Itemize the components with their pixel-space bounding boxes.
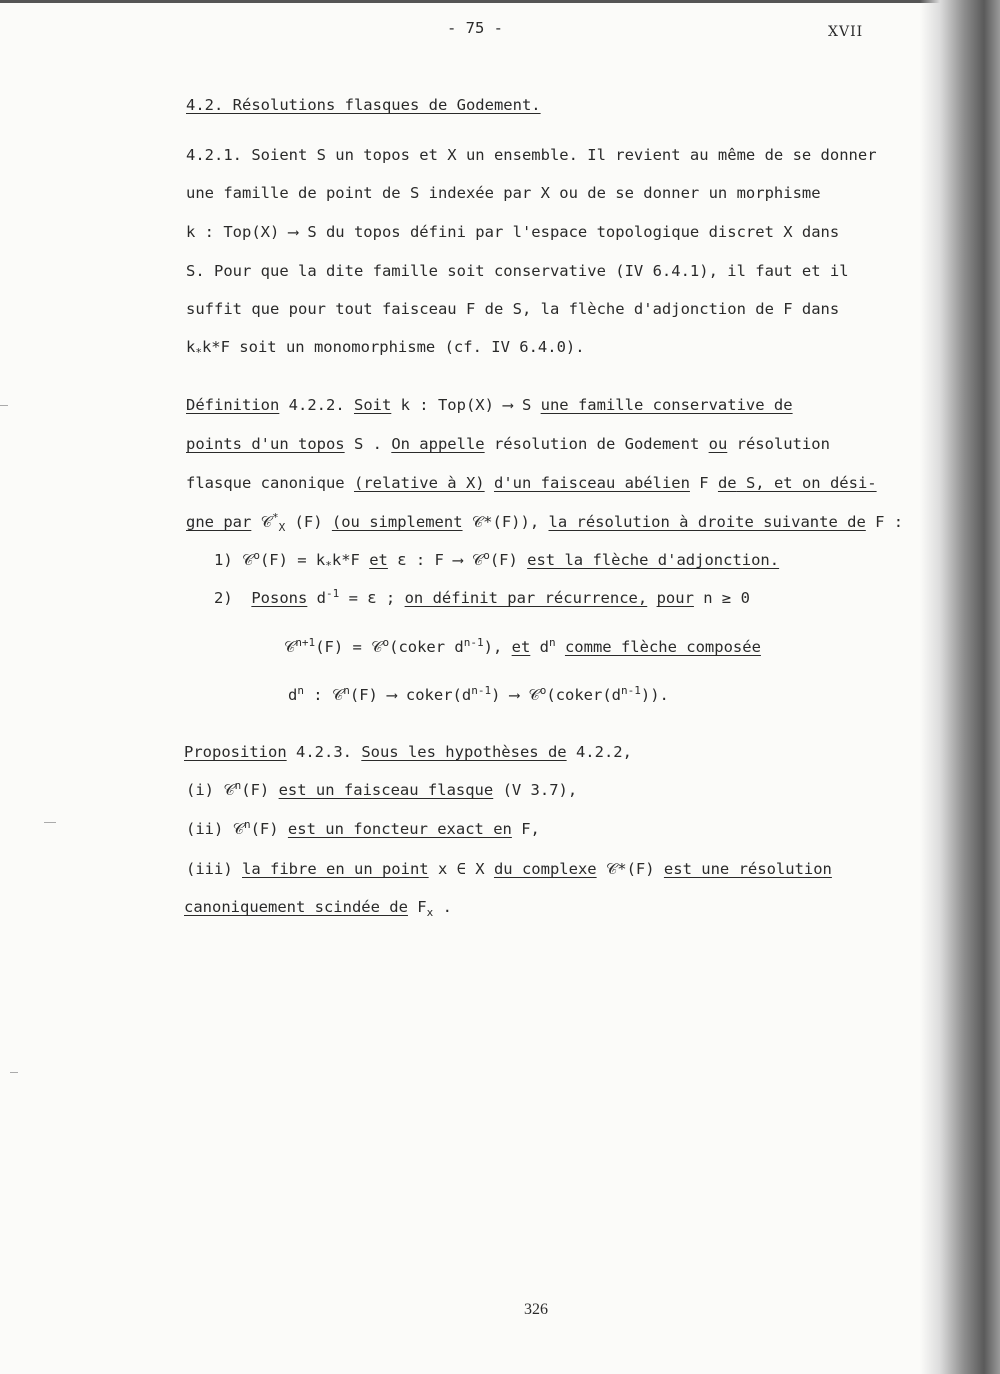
- paragraph-line: suffit que pour tout faisceau F de S, la flèche d'adjonction de F dans: [186, 300, 840, 318]
- definition-underlined: On appelle: [391, 435, 485, 453]
- paragraph-line: 4.2.1. Soient S un topos et X un ensemble. Il revient au même de se donner: [186, 146, 877, 164]
- definition-line: [186, 473, 877, 493]
- math-subscript: x: [426, 906, 434, 920]
- proposition-underlined: est un faisceau flasque: [278, 781, 494, 799]
- math-script-c: 𝒞: [284, 638, 296, 656]
- definition-text: k : Top(X) ⟶ S: [391, 396, 541, 414]
- definition-text: F: [689, 474, 718, 492]
- math-text: (coker(d: [546, 686, 622, 704]
- margin-mark: [44, 822, 56, 823]
- definition-line: [186, 434, 830, 454]
- proposition-underlined: du complexe: [493, 860, 597, 878]
- math-text: (F) = 𝒞: [315, 638, 383, 656]
- math-k: k: [186, 338, 196, 356]
- proposition-text: F,: [511, 820, 540, 838]
- math-text: (F): [489, 551, 528, 569]
- proposition-underlined: la fibre en un point: [242, 860, 429, 878]
- math-superscript: n-1: [463, 635, 484, 649]
- definition-underlined: pour: [656, 589, 694, 607]
- math-text: x ∈ X: [428, 860, 494, 878]
- definition-underlined: de: [717, 474, 737, 492]
- math-text: n ≥ 0: [693, 589, 750, 607]
- math-text: = ε ;: [339, 589, 405, 607]
- definition-text: S .: [344, 435, 392, 453]
- paragraph-line: une famille de point de S indexée par X ou de se donner un morphisme: [186, 184, 821, 202]
- math-text: d: [530, 638, 549, 656]
- item-number: (ii): [186, 820, 224, 838]
- definition-text: résolution de Godement: [484, 435, 709, 453]
- proposition-underlined: est une résolution: [663, 860, 832, 878]
- definition-text: F :: [865, 513, 904, 531]
- proposition-item-i: [186, 780, 577, 800]
- definition-underlined: (relative à X): [353, 474, 485, 492]
- definition-underlined: ou: [708, 435, 728, 453]
- definition-label: Définition: [186, 396, 280, 414]
- math-superscript: n: [243, 817, 251, 831]
- definition-number: 4.2.2.: [279, 396, 354, 414]
- math-superscript: o: [539, 683, 547, 697]
- section-heading: [186, 95, 541, 115]
- math-superscript: n: [343, 683, 350, 697]
- proposition-last-line: [184, 897, 452, 920]
- paragraph-line: [186, 337, 585, 360]
- math-superscript: o: [382, 635, 390, 649]
- paragraph-line-text: k*F soit un monomorphisme (cf. IV 6.4.0).: [201, 338, 585, 356]
- math-text: (F): [250, 820, 288, 838]
- footer-page-number: 326: [524, 1301, 548, 1318]
- section-roman-numeral: XVII: [828, 24, 864, 40]
- math-subscript: *: [195, 346, 202, 360]
- definition-underlined: la résolution à droite suivante de: [548, 513, 866, 531]
- math-superscript: n: [234, 778, 242, 792]
- math-text: k*F: [331, 551, 370, 569]
- definition-underlined: et: [511, 638, 531, 656]
- math-text: d: [288, 686, 298, 704]
- definition-text: 𝒞*(F)),: [462, 513, 549, 531]
- definition-item-2: [214, 588, 750, 608]
- math-superscript: n: [548, 635, 556, 649]
- page-number-header: - 75 -: [447, 19, 503, 37]
- item-number: 2): [214, 589, 233, 607]
- math-script-c: 𝒞: [232, 551, 254, 569]
- definition-underlined: on définit par récurrence,: [404, 589, 648, 607]
- math-text: (F) = k: [259, 551, 326, 569]
- math-superscript: n: [297, 683, 304, 697]
- proposition-item-iii: [186, 859, 832, 879]
- definition-underlined: S, et on dési-: [736, 474, 877, 492]
- math-subscript: X: [278, 521, 286, 535]
- math-text: d: [307, 589, 327, 607]
- definition-text: résolution: [727, 435, 830, 453]
- math-superscript: o: [253, 548, 260, 562]
- item-number: 1): [214, 551, 233, 569]
- definition-underlined: est la flèche d'adjonction.: [527, 551, 780, 569]
- math-text: [556, 638, 565, 656]
- margin-mark: [10, 1072, 18, 1073]
- binding-shadow: [920, 0, 1000, 1374]
- section-heading-text: 4.2. Résolutions flasques de Godement.: [186, 96, 541, 114]
- math-superscript: o: [483, 548, 490, 562]
- math-superscript: -1: [326, 586, 340, 600]
- proposition-underlined: est un foncteur exact en: [287, 820, 512, 838]
- formula-recurrence: [284, 637, 761, 657]
- item-number: (iii): [186, 860, 242, 878]
- math-script-c: : 𝒞: [303, 686, 344, 704]
- math-text: )).: [640, 686, 669, 704]
- math-text: ),: [483, 638, 512, 656]
- text-soit: Soit: [353, 396, 392, 414]
- math-text: 𝒞*(F): [596, 860, 664, 878]
- definition-text: [485, 474, 494, 492]
- paragraph-line: S. Pour que la dite famille soit conservative (IV 6.4.1), il faut et il: [186, 262, 849, 280]
- paragraph-line: k : Top(X) ⟶ S du topos défini par l'espace topologique discret X dans: [186, 223, 840, 241]
- definition-underlined: d'un faisceau abélien: [493, 474, 690, 492]
- math-subscript: *: [325, 559, 332, 573]
- definition-text: flasque canonique: [186, 474, 354, 492]
- proposition-text: 4.2.2,: [566, 743, 632, 761]
- proposition-label: Proposition: [184, 743, 287, 761]
- math-script-c: 𝒞: [251, 513, 272, 531]
- definition-underlined: une famille conservative de: [540, 396, 793, 414]
- math-text: ) ⟶ 𝒞: [491, 686, 540, 704]
- math-superscript: n+1: [295, 635, 316, 649]
- definition-underlined: comme flèche composée: [564, 638, 761, 656]
- math-superscript: *: [271, 510, 279, 524]
- proposition-item-ii: [186, 819, 540, 839]
- formula-composition: [288, 685, 669, 705]
- math-text: F: [407, 898, 427, 916]
- definition-text: (F): [285, 513, 332, 531]
- math-text: (F): [241, 781, 279, 799]
- top-scan-edge: [0, 0, 1000, 3]
- math-superscript: n-1: [621, 683, 641, 697]
- math-script-c: 𝒞: [223, 820, 244, 838]
- definition-line: [186, 510, 904, 535]
- definition-line: [186, 395, 793, 415]
- definition-underlined: points d'un topos: [186, 435, 345, 453]
- math-text: [647, 589, 656, 607]
- definition-underlined: Posons: [251, 589, 308, 607]
- math-superscript: n-1: [471, 683, 492, 697]
- proposition-number: 4.2.3.: [286, 743, 362, 761]
- proposition-text: .: [433, 898, 452, 916]
- proposition-underlined: canoniquement scindée de: [184, 898, 408, 916]
- proposition-underlined: Sous les hypothèses de: [361, 743, 567, 761]
- item-number: (i): [186, 781, 214, 799]
- definition-underlined: et: [369, 551, 388, 569]
- math-text: ε : F ⟶ 𝒞: [387, 551, 484, 569]
- definition-underlined: gne par: [186, 513, 252, 531]
- math-text: (coker d: [389, 638, 464, 656]
- definition-item-1: [214, 548, 780, 573]
- math-text: (F) ⟶ coker(d: [349, 686, 472, 704]
- proposition-text: (V 3.7),: [493, 781, 578, 799]
- math-script-c: 𝒞: [214, 781, 235, 799]
- proposition-line: [184, 742, 632, 762]
- definition-underlined: (ou simplement: [331, 513, 463, 531]
- margin-mark: [0, 405, 8, 406]
